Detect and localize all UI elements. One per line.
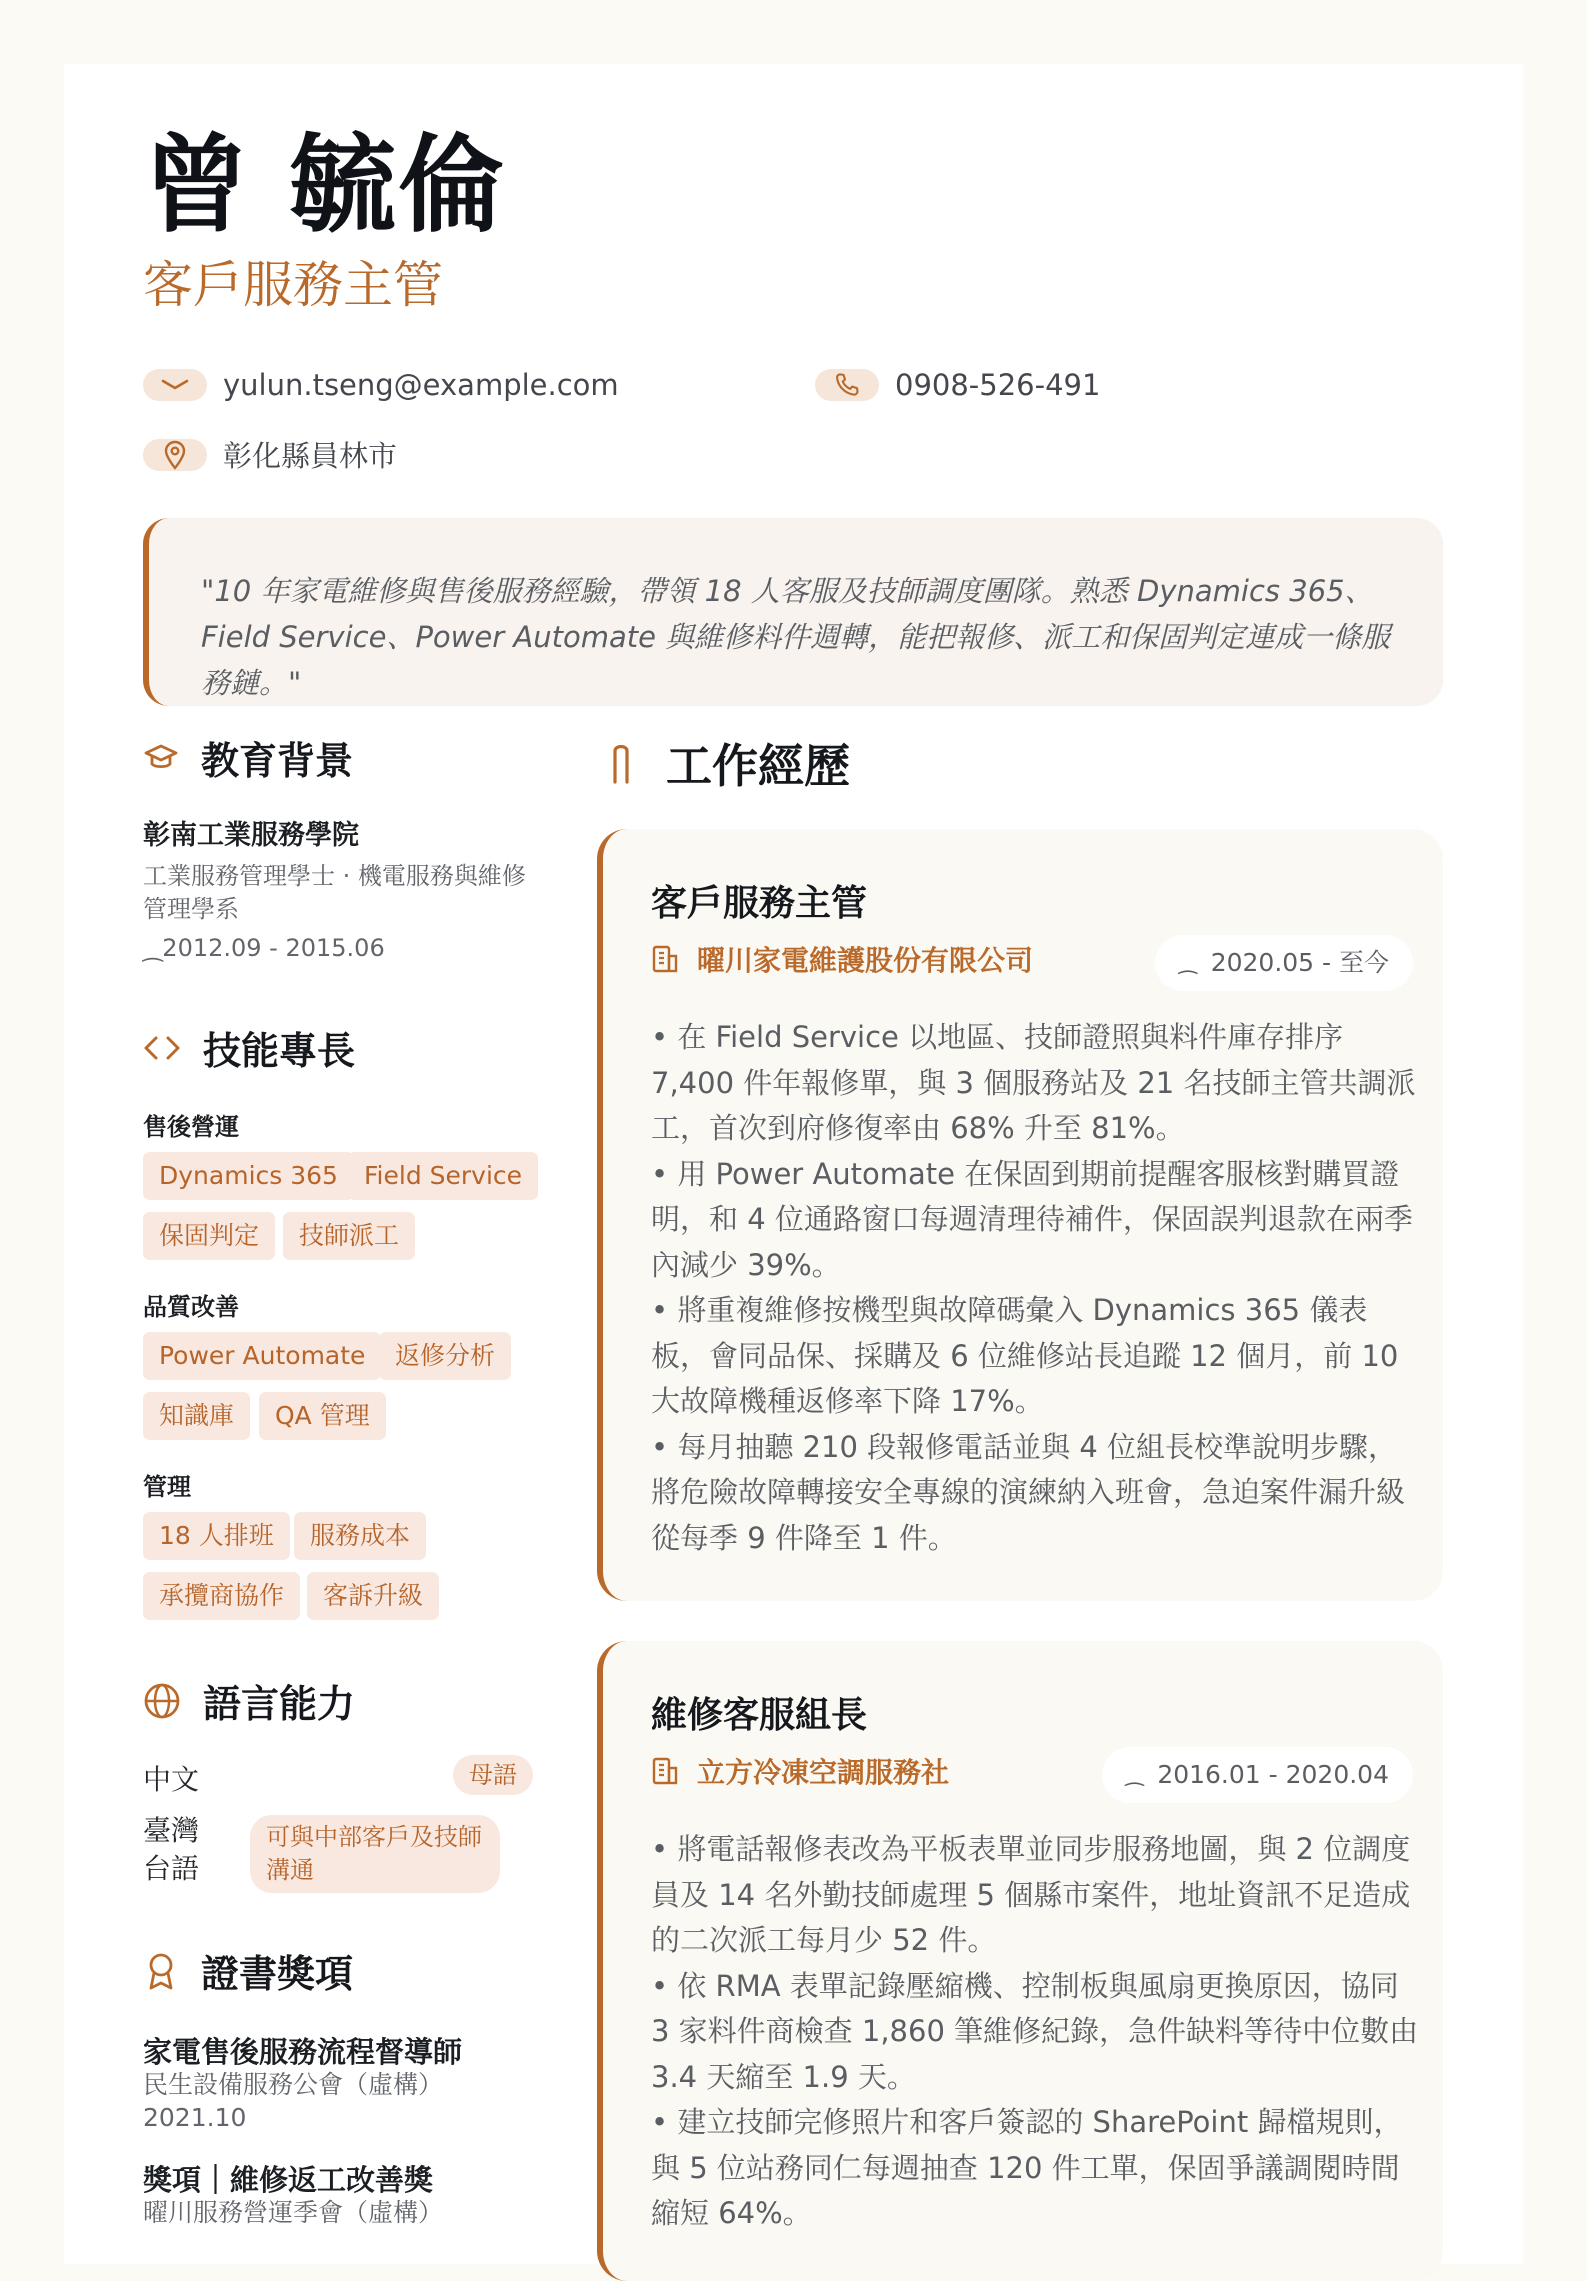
calendar-icon: ⁔ [1179, 950, 1197, 975]
phone-icon [815, 369, 879, 401]
location-pin-icon [143, 439, 207, 471]
company [651, 939, 1033, 979]
experience-heading: 工作經歷 [666, 739, 850, 793]
candidate-role: 客戶服務主管 [143, 256, 443, 314]
job-dates: ⁔ 2016.01 - 2020.04 [1102, 1747, 1413, 1803]
bullet-item: • 在 Field Service 以地區、技師證照與料件庫存排序 7,400 件年報修單，與 3 個服務站及 21 名技師主管共調派工，首次到府修復率由 68% 升至 81%。 [651, 1020, 1416, 1145]
certificates-heading: 證書獎項 [201, 1952, 354, 1996]
contact-phone[interactable] [815, 368, 1100, 402]
award-ribbon-icon [143, 1951, 179, 1991]
certificate-title: 家電售後服務流程督導師 [143, 2035, 463, 2069]
job-bullets [651, 1827, 1421, 2237]
skill-tag: Field Service [348, 1152, 538, 1200]
contact-email[interactable] [143, 368, 619, 402]
skill-group-title: 品質改善 [143, 1293, 239, 1321]
skill-tag: 18 人排班 [143, 1512, 290, 1560]
skill-tag: 服務成本 [294, 1512, 426, 1560]
languages-section-header [143, 1673, 355, 1728]
skill-tag: 知識庫 [143, 1392, 250, 1440]
calendar-icon: ⁔ [143, 934, 163, 962]
certificate-issuer: 民生設備服務公會（虛構） [143, 2070, 444, 2099]
job-title: 客戶服務主管 [651, 883, 868, 924]
bullet-item: • 用 Power Automate 在保固到期前提醒客服核對購買證明，和 4 位通路窗口每週清理待補件，保固誤判退款在兩季內減少 39%。 [651, 1156, 1413, 1282]
building-icon [651, 1756, 679, 1786]
skill-tag: 技師派工 [283, 1212, 415, 1260]
job-card [597, 1641, 1443, 2281]
skill-tag: QA 管理 [259, 1392, 386, 1440]
school-name: 彰南工業服務學院 [143, 820, 359, 851]
certificate-date: 2021.10 [143, 2103, 247, 2132]
skill-tag: 承攬商協作 [143, 1572, 300, 1620]
skill-group-title: 管理 [143, 1473, 191, 1501]
skills-heading: 技能專長 [203, 1029, 356, 1073]
bullet-item: • 每月抽聽 210 段報修電話並與 4 位組長校準說明步驟，將危險故障轉接安全專線的演練納入班會，急迫案件漏升級從每季 9 件降至 1 件。 [651, 1429, 1406, 1555]
certificates-section-header [143, 1943, 353, 1998]
bullet-item: • 將重複維修按機型與故障碼彙入 Dynamics 365 儀表板，會同品保、採購及 6 位維修站長追蹤 12 個月，前 10 大故障機種返修率下降 17%。 [651, 1293, 1399, 1418]
company [651, 1751, 949, 1791]
skill-tag: 返修分析 [379, 1332, 511, 1380]
language-level: 可與中部客戶及技師溝通 [250, 1815, 500, 1893]
job-dates: ⁔ 2020.05 - 至今 [1155, 935, 1413, 991]
skills-section-header [143, 1020, 355, 1075]
bullet-item: • 將電話報修表改為平板表單並同步服務地圖，與 2 位調度員及 14 名外勤技師處理 5 個縣市案件，地址資訊不足造成的二次派工每月少 52 件。 [651, 1832, 1411, 1957]
globe-icon [143, 1682, 181, 1720]
job-card [597, 829, 1443, 1601]
skill-tag: Power Automate [143, 1332, 381, 1380]
graduation-cap-icon [143, 743, 179, 773]
language-name: 臺灣台語 [143, 1814, 200, 1885]
skill-tag: 客訴升級 [307, 1572, 439, 1620]
degree: 工業服務管理學士 · 機電服務與維修管理學系 [143, 862, 526, 923]
company-name: 曜川家電維護股份有限公司 [697, 944, 1034, 977]
briefcase-bar-icon [610, 741, 632, 785]
contact-location [143, 434, 397, 475]
location-text: 彰化縣員林市 [223, 439, 398, 473]
education-dates: ⁔2012.09 - 2015.06 [143, 934, 385, 962]
experience-section-header [610, 730, 850, 796]
language-name: 中文 [143, 1763, 200, 1796]
skill-tag: Dynamics 365 [143, 1152, 354, 1200]
job-bullets [651, 1015, 1421, 1561]
education-section-header [143, 730, 353, 785]
job-title: 維修客服組長 [651, 1695, 868, 1736]
bullet-item: • 依 RMA 表單記錄壓縮機、控制板與風扇更換原因，協同 3 家料件商檢查 1,860 筆維修紀錄，急件缺料等待中位數由 3.4 天縮至 1.9 天。 [651, 1968, 1419, 2094]
phone-text: 0908-526-491 [895, 368, 1101, 402]
email-icon [143, 369, 207, 401]
award-title: 獎項｜維修返工改善獎 [143, 2163, 434, 2197]
skill-tag: 保固判定 [143, 1212, 275, 1260]
education-heading: 教育背景 [201, 739, 354, 783]
email-text: yulun.tseng@example.com [223, 368, 619, 402]
company-name: 立方冷凍空調服務社 [697, 1756, 950, 1789]
languages-heading: 語言能力 [203, 1682, 356, 1726]
building-icon [651, 944, 679, 974]
code-brackets-icon [143, 1033, 181, 1063]
calendar-icon: ⁔ [1125, 1762, 1144, 1787]
bullet-item: • 建立技師完修照片和客戶簽認的 SharePoint 歸檔規則，與 5 位站務同仁每週抽查 120 件工單，保固爭議調閱時間縮短 64%。 [651, 2105, 1403, 2230]
profile-summary: "10 年家電維修與售後服務經驗，帶領 18 人客服及技師調度團隊。熟悉 Dynamics 365、Field Service、Power Automate 與維修料件週轉，能把報修、派工和保固判定連成一條服務鏈。" [143, 518, 1443, 706]
award-issuer: 曜川服務營運季會（虛構） [143, 2198, 444, 2227]
language-level: 母語 [453, 1755, 533, 1795]
skill-group-title: 售後營運 [143, 1113, 239, 1141]
candidate-name: 曾 毓倫 [143, 124, 506, 247]
